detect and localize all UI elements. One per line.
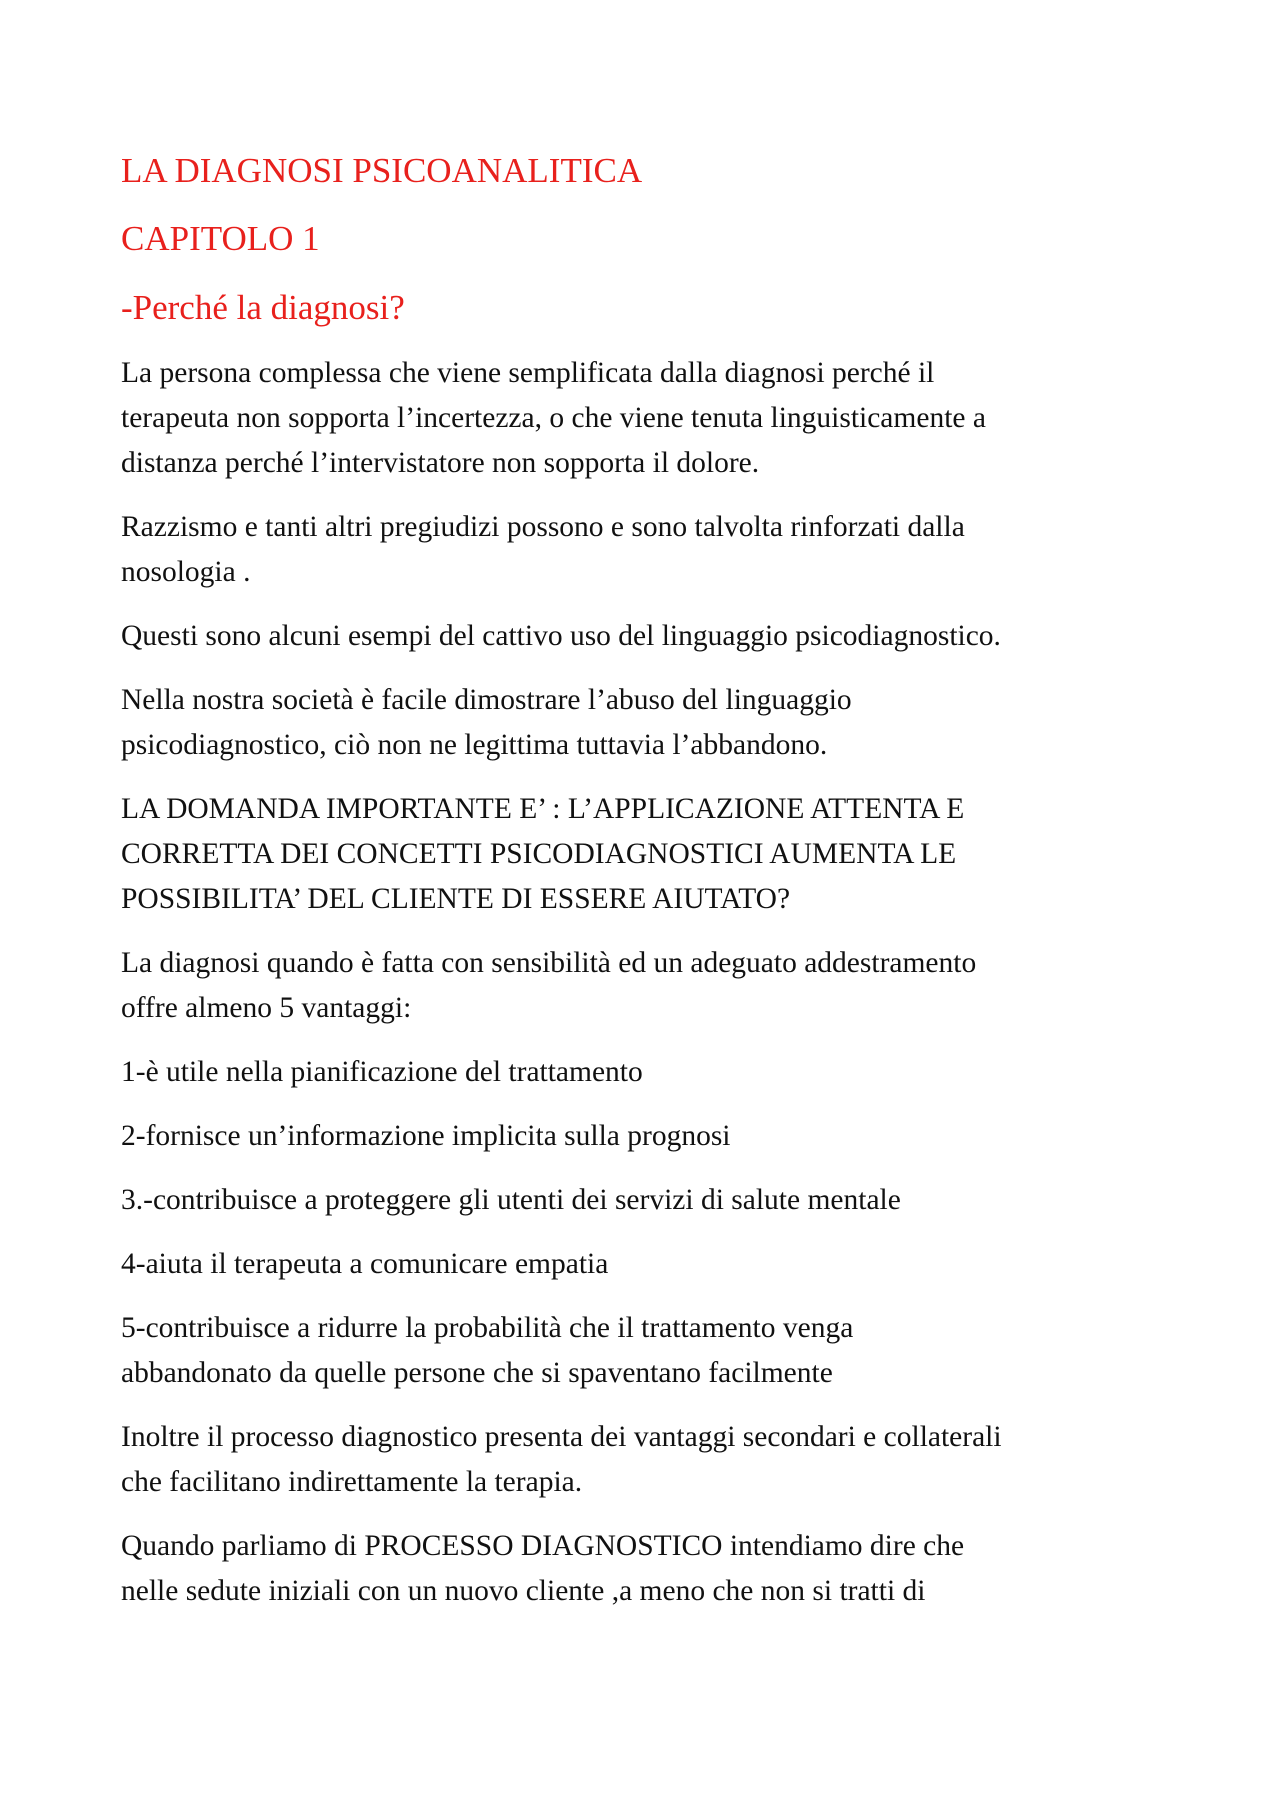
paragraph: La diagnosi quando è fatta con sensibilità ed un adeguato addestramento offre almeno 5 vantaggi: xyxy=(121,947,977,1024)
list-item: 3.-contribuisce a proteggere gli utenti dei servizi di salute mentale xyxy=(121,1184,901,1216)
paragraph: La persona complessa che viene semplificata dalla diagnosi perché il terapeuta non sopporta l’incertezza, o che viene tenuta linguisticamente a distanza perché l’intervistatore non sopporta il dolore. xyxy=(121,357,986,479)
list-item: 2-fornisce un’informazione implicita sulla prognosi xyxy=(121,1120,731,1152)
paragraph-question: LA DOMANDA IMPORTANTE E’ : L’APPLICAZIONE ATTENTA E CORRETTA DEI CONCETTI PSICODIAGNOSTICI AUMENTA LE POSSIBILITA’ DEL CLIENTE DI ESSERE AIUTATO? xyxy=(121,793,965,915)
paragraph: Razzismo e tanti altri pregiudizi possono e sono talvolta rinforzati dalla nosologia . xyxy=(121,511,965,588)
list-item: 4-aiuta il terapeuta a comunicare empatia xyxy=(121,1248,609,1280)
paragraph: Inoltre il processo diagnostico presenta dei vantaggi secondari e collaterali che facilitano indirettamente la terapia. xyxy=(121,1421,1002,1498)
chapter-heading: CAPITOLO 1 xyxy=(121,219,320,258)
document-page xyxy=(121,150,1181,1633)
paragraph: Questi sono alcuni esempi del cattivo uso del linguaggio psicodiagnostico. xyxy=(121,620,1001,652)
paragraph: Nella nostra società è facile dimostrare l’abuso del linguaggio psicodiagnostico, ciò non ne legittima tuttavia l’abbandono. xyxy=(121,684,852,761)
document-title: LA DIAGNOSI PSICOANALITICA xyxy=(121,151,643,190)
list-item: 1-è utile nella pianificazione del trattamento xyxy=(121,1056,643,1088)
section-heading: -Perché la diagnosi? xyxy=(121,288,405,327)
list-item: 5-contribuisce a ridurre la probabilità che il trattamento venga abbandonato da quelle persone che si spaventano facilmente xyxy=(121,1312,854,1389)
paragraph: Quando parliamo di PROCESSO DIAGNOSTICO intendiamo dire che nelle sedute iniziali con un nuovo cliente ,a meno che non si tratti di xyxy=(121,1530,965,1607)
